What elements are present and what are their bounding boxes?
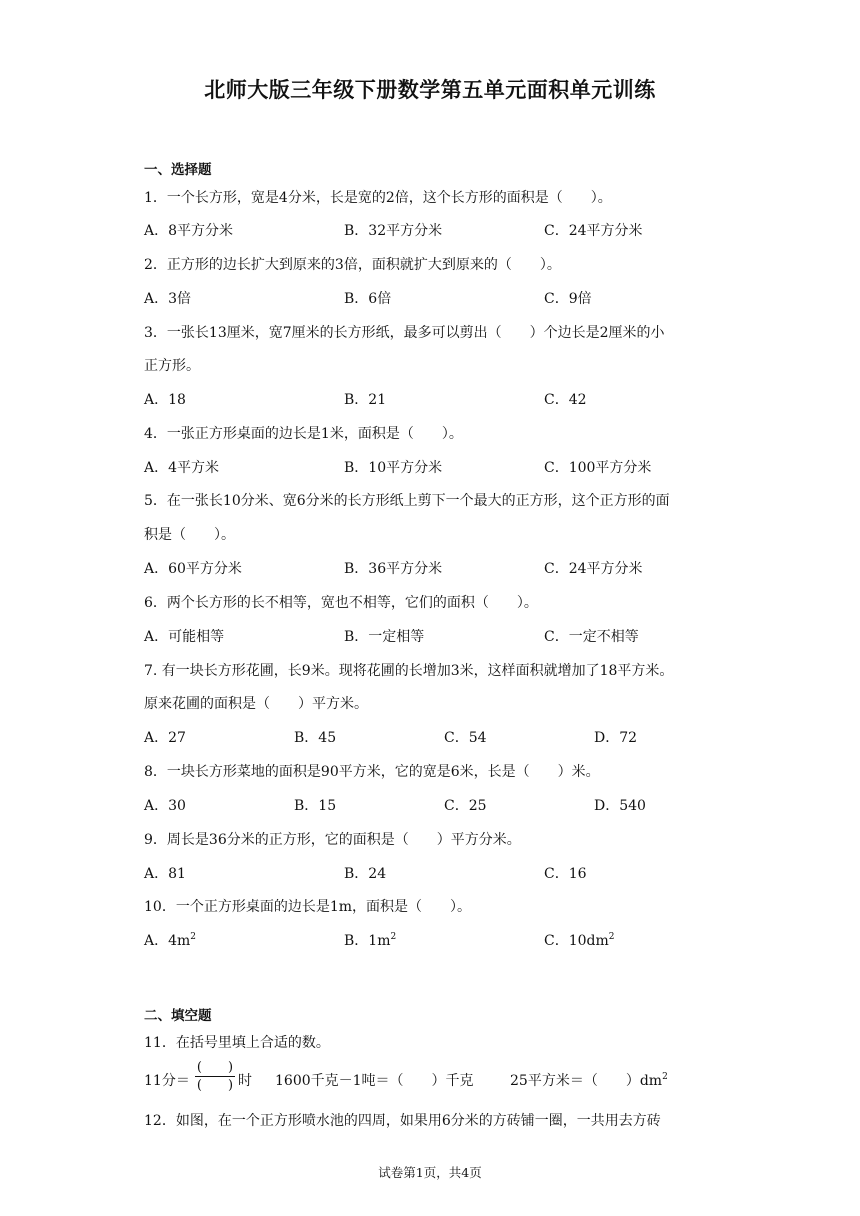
q9-option-b: B．24: [344, 866, 387, 882]
q8-option-b: B．15: [294, 798, 337, 814]
q4-option-b: B．10平方分米: [344, 460, 443, 476]
q1-option-c: C．24平方分米: [544, 223, 643, 239]
q3-option-b: B．21: [344, 392, 387, 408]
question-5-line-1: 5．在一张长10分米、宽6分米的长方形纸上剪下一个最大的正方形，这个正方形的面: [144, 493, 670, 509]
fraction-numerator: ( ): [196, 1060, 234, 1075]
question-1: 1．一个长方形，宽是4分米，长是宽的2倍，这个长方形的面积是（ ）。: [144, 190, 612, 206]
question-7-line-2: 原来花圃的面积是（ ）平方米。: [144, 696, 368, 712]
q1-option-b: B．32平方分米: [344, 223, 443, 239]
question-5-line-2: 积是（ ）。: [144, 527, 235, 543]
q6-option-b: B．一定相等: [344, 629, 425, 645]
q7-option-a: A．27: [144, 730, 186, 746]
page-title: 北师大版三年级下册数学第五单元面积单元训练: [204, 78, 656, 102]
question-3-line-1: 3．一张长13厘米，宽7厘米的长方形纸，最多可以剪出（ ）个边长是2厘米的小: [144, 325, 665, 341]
q10-option-b: B．$1m^2$: [344, 932, 397, 949]
q9-option-a: A．81: [144, 866, 186, 882]
question-3-line-2: 正方形。: [144, 358, 200, 374]
question-12: 12．如图，在一个正方形喷水池的四周，如果用6分米的方砖铺一圈，一共用去方砖: [144, 1113, 661, 1129]
q11-part-1-prefix: 11分＝: [144, 1073, 190, 1089]
q10-option-c: C．$10dm^2$: [544, 932, 615, 949]
q8-option-c: C．25: [444, 798, 487, 814]
q3-option-c: C．42: [544, 392, 587, 408]
q1-option-a: A．8平方分米: [144, 223, 234, 239]
q5-option-b: B．36平方分米: [344, 561, 443, 577]
q11-fraction: [195, 1059, 235, 1094]
q10-option-a: A．$4m^2$: [144, 932, 197, 949]
question-4: 4．一张正方形桌面的边长是1米，面积是（ ）。: [144, 426, 463, 442]
question-11: 11．在括号里填上合适的数。: [144, 1035, 330, 1051]
q6-option-c: C．一定不相等: [544, 629, 639, 645]
q3-option-a: A．18: [144, 392, 186, 408]
q5-option-c: C．24平方分米: [544, 561, 643, 577]
q8-option-a: A．30: [144, 798, 186, 814]
q5-option-a: A．60平方分米: [144, 561, 242, 577]
q7-option-b: B．45: [294, 730, 337, 746]
question-7-line-1: 7. 有一块长方形花圃，长9米。现将花圃的长增加3米，这样面积就增加了18平方米。: [144, 663, 674, 679]
fraction-denominator: ( ): [196, 1078, 234, 1093]
q4-option-a: A．4平方米: [144, 460, 220, 476]
q9-option-c: C．16: [544, 866, 587, 882]
q11-part-2: 1600千克－1吨＝（ ）千克: [275, 1073, 474, 1089]
q7-option-c: C．54: [444, 730, 487, 746]
q11-part-3: 25平方米＝（ ）$dm^2$: [510, 1072, 668, 1089]
q2-option-c: C．9倍: [544, 291, 592, 307]
q7-option-d: D．72: [594, 730, 638, 746]
question-6: 6．两个长方形的长不相等，宽也不相等，它们的面积（ ）。: [144, 595, 538, 611]
question-10: 10．一个正方形桌面的边长是1m，面积是（ ）。: [144, 899, 471, 915]
section-fill-heading: 二、填空题: [144, 1008, 212, 1024]
q2-option-b: B．6倍: [344, 291, 392, 307]
page-footer: 试卷第1页，共4页: [378, 1165, 482, 1180]
section-choice-heading: 一、选择题: [144, 162, 212, 178]
question-2: 2．正方形的边长扩大到原来的3倍，面积就扩大到原来的（ ）。: [144, 257, 561, 273]
q11-part-1-unit: 时: [238, 1073, 252, 1089]
q6-option-a: A．可能相等: [144, 629, 225, 645]
question-9: 9．周长是36分米的正方形，它的面积是（ ）平方分米。: [144, 832, 521, 848]
q2-option-a: A．3倍: [144, 291, 192, 307]
q4-option-c: C．100平方分米: [544, 460, 652, 476]
question-8: 8．一块长方形菜地的面积是90平方米，它的宽是6米，长是（ ）米。: [144, 764, 600, 780]
q8-option-d: D．540: [594, 798, 646, 814]
